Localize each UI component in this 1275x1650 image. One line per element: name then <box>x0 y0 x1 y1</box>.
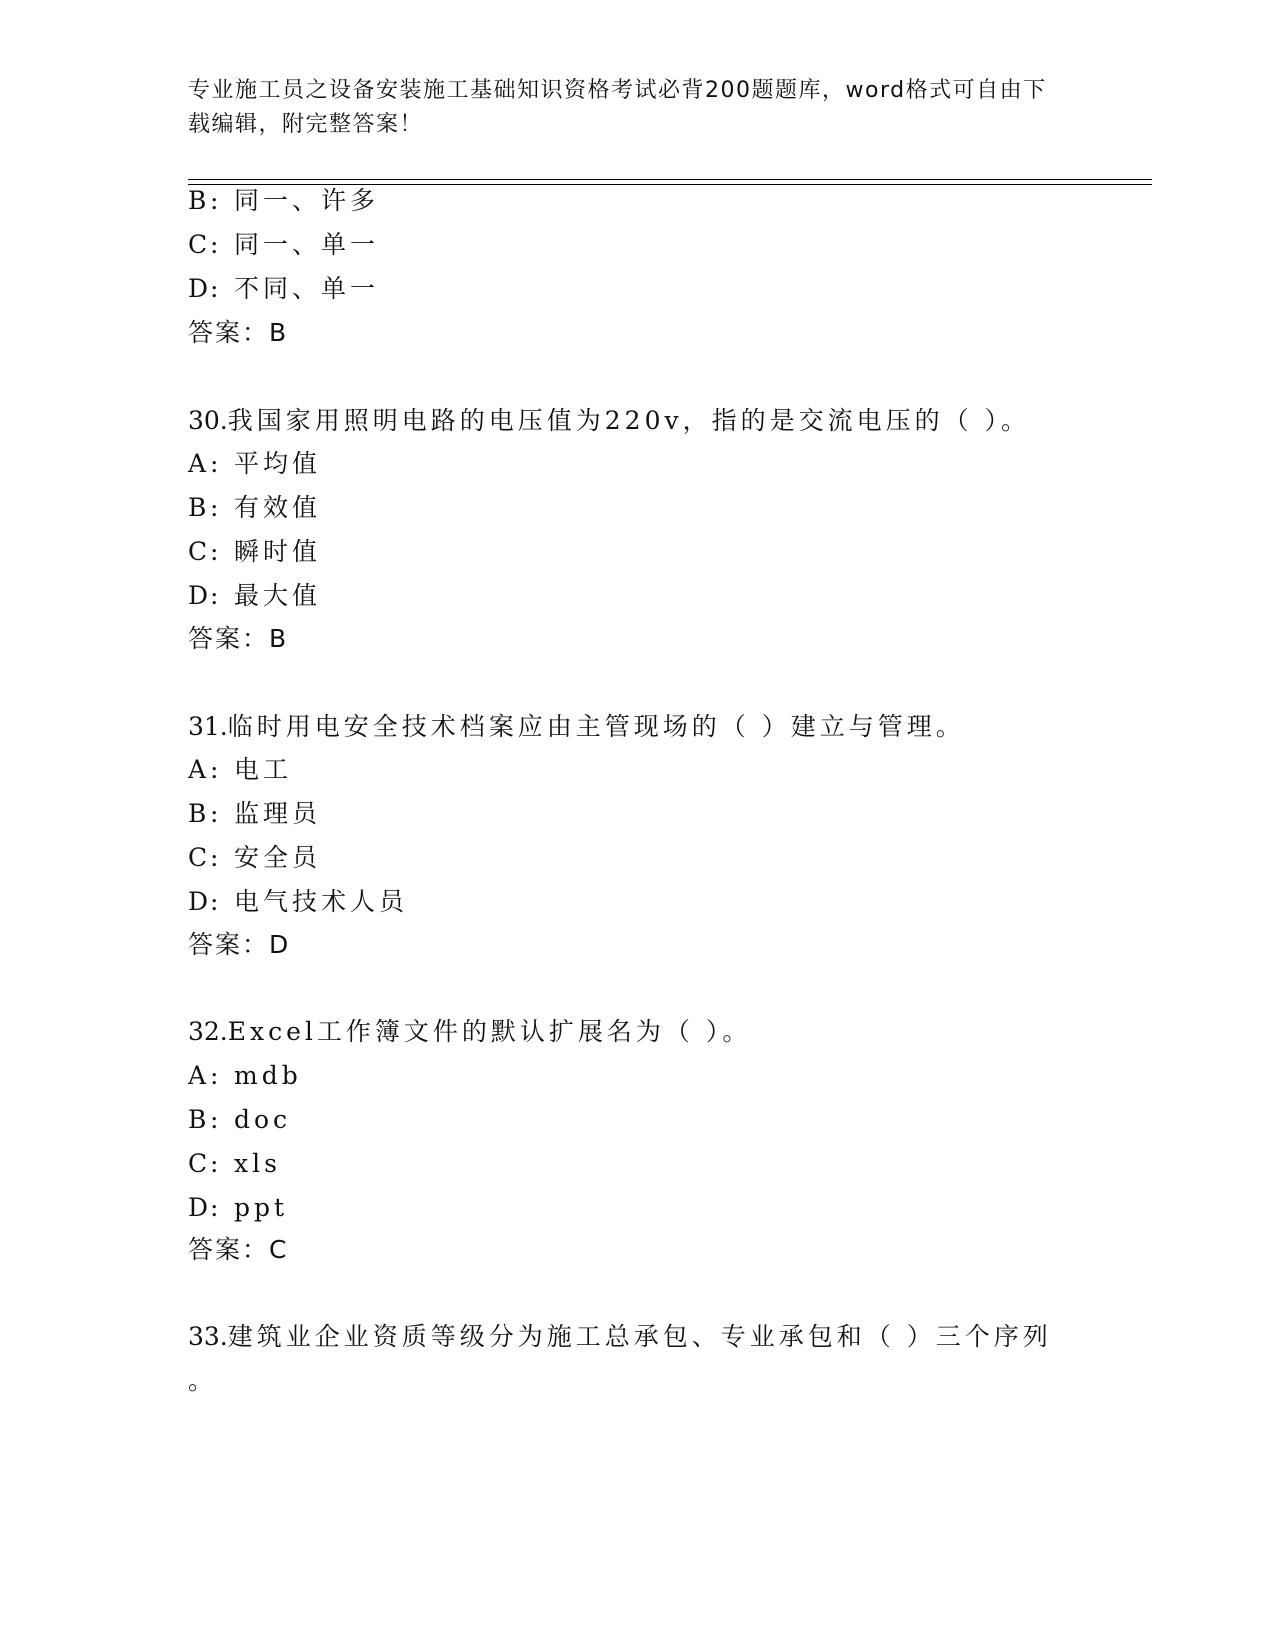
option-line <box>188 184 379 218</box>
option-separator: : <box>210 1105 219 1134</box>
option-text: 最大值 <box>234 581 322 610</box>
option-line <box>188 272 379 306</box>
option-letter: C <box>188 230 208 259</box>
question-line <box>188 1015 751 1049</box>
option-separator: : <box>210 186 219 215</box>
option-separator: : <box>210 537 219 566</box>
option-separator: : <box>210 755 219 784</box>
option-line <box>188 1191 288 1225</box>
option-letter: B <box>188 186 207 215</box>
option-letter: D <box>188 1193 209 1222</box>
option-separator: : <box>210 449 219 478</box>
option-text: 监理员 <box>234 799 322 828</box>
option-line <box>188 579 321 613</box>
option-line <box>188 1147 281 1181</box>
option-line <box>188 753 292 787</box>
document-header: 专业施工员之设备安装施工基础知识资格考试必背200题题库，word格式可自由下载编辑，附完整答案！ <box>188 78 1047 137</box>
option-text: mdb <box>234 1061 302 1090</box>
option-line <box>188 841 321 875</box>
option-letter: D <box>188 581 209 610</box>
option-text: 同一、单一 <box>234 230 380 259</box>
question-number: 30. <box>188 406 228 435</box>
option-letter: C <box>188 1149 208 1178</box>
option-line <box>188 1059 302 1093</box>
option-letter: A <box>188 755 207 784</box>
option-text: xls <box>234 1149 281 1178</box>
option-separator: : <box>210 230 219 259</box>
option-text: 瞬时值 <box>234 537 322 566</box>
question-number: 31. <box>188 712 228 741</box>
option-letter: D <box>188 274 209 303</box>
option-line <box>188 535 321 569</box>
option-line <box>188 491 321 525</box>
option-letter: D <box>188 887 209 916</box>
option-letter: C <box>188 843 208 872</box>
option-letter: B <box>188 799 207 828</box>
option-line <box>188 1103 291 1137</box>
question-line <box>188 1320 1052 1354</box>
option-text: 平均值 <box>234 449 322 478</box>
answer-line: 答案：D <box>188 930 291 959</box>
option-line <box>188 447 321 481</box>
option-line <box>188 228 379 262</box>
answer-line: 答案：B <box>188 624 289 653</box>
option-letter: B <box>188 493 207 522</box>
option-letter: A <box>188 1061 207 1090</box>
answer-line: 答案：C <box>188 1235 289 1264</box>
option-text: ppt <box>234 1193 289 1222</box>
option-line <box>188 885 408 919</box>
option-text: 同一、许多 <box>234 186 380 215</box>
option-separator: : <box>210 1061 219 1090</box>
question-line <box>188 404 1030 438</box>
option-text: 电工 <box>234 755 293 784</box>
option-text: 不同、单一 <box>234 274 380 303</box>
option-separator: : <box>210 1193 219 1222</box>
question-text: 临时用电安全技术档案应由主管现场的（ ）建立与管理。 <box>227 712 965 741</box>
option-text: doc <box>234 1105 292 1134</box>
question-number: 32. <box>188 1017 228 1046</box>
option-text: 电气技术人员 <box>234 887 409 916</box>
option-text: 有效值 <box>234 493 322 522</box>
option-line <box>188 797 321 831</box>
header-rule-top <box>188 179 1152 180</box>
option-letter: B <box>188 1105 207 1134</box>
option-separator: : <box>210 843 219 872</box>
option-text: 安全员 <box>234 843 322 872</box>
option-separator: : <box>210 493 219 522</box>
question-text: 我国家用照明电路的电压值为220v，指的是交流电压的（ ）。 <box>227 406 1031 435</box>
option-separator: : <box>210 1149 219 1178</box>
option-separator: : <box>210 274 219 303</box>
question-text: 建筑业企业资质等级分为施工总承包、专业承包和（ ）三个序列 <box>227 1322 1052 1351</box>
option-separator: : <box>210 799 219 828</box>
option-separator: : <box>210 581 219 610</box>
option-letter: C <box>188 537 208 566</box>
question-number: 33. <box>188 1322 228 1351</box>
question-text: Excel工作簿文件的默认扩展名为（ ）。 <box>227 1017 752 1046</box>
question-text-continued: 。 <box>188 1366 218 1395</box>
option-separator: : <box>210 887 219 916</box>
question-line <box>188 710 965 744</box>
option-letter: A <box>188 449 207 478</box>
answer-line: 答案：B <box>188 318 289 347</box>
